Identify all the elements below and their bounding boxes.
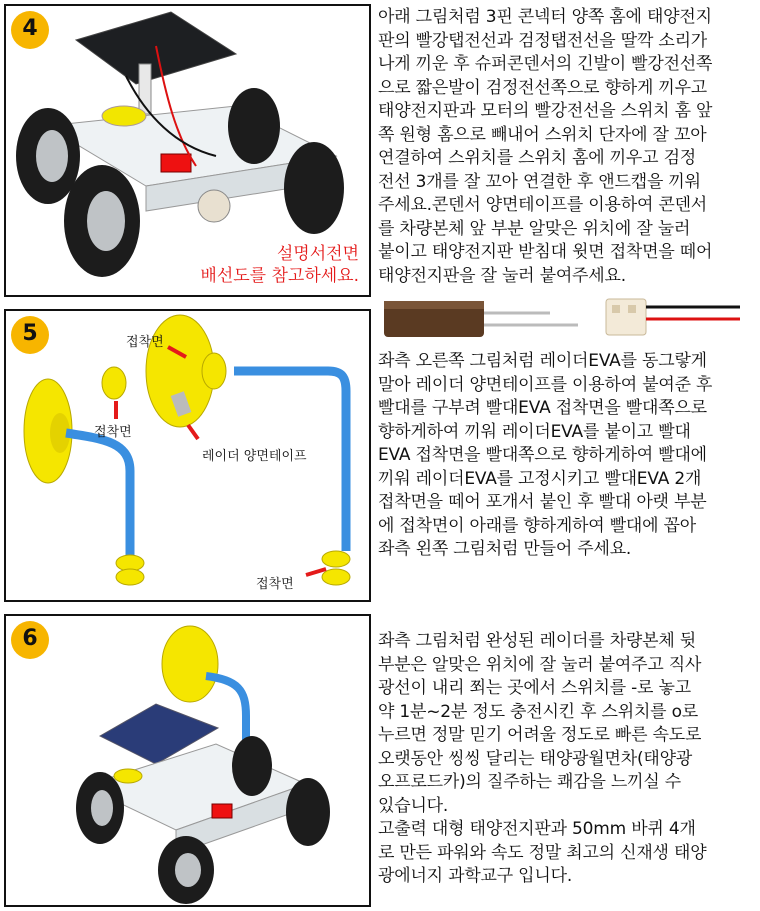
label-adhesive-left: 접착면 [94,425,132,440]
parts-illustration [378,293,758,345]
step-number: 4 [22,16,38,41]
straw-eva-ring [102,367,126,399]
step-5-text: 좌측 오른쪽 그림처럼 레이더EVA를 동그랗게 말아 레이더 양면테이프를 이용하여 붙여준 후 빨대를 구부려 빨대EVA 접착면을 빨대쪽으로 향하게하여 끼워 레이더EVA를 붙이고 빨대 EVA 접착면을 빨대쪽으로 향하게하여 빨대에 끼워 레이더EVA를 고정시키고 빨대EVA 2개 접착면을 떼어 포개서 붙인 후 빨대 아랫 부분 에 접착면이 아래를 향하게하여 빨대에 꼽아 좌측 왼쪽 그림처럼 만들어 주세요. [378,351,713,559]
wheel-rear-left [64,165,140,277]
step-6-panel [4,614,371,907]
label-adhesive-top: 접착면 [126,335,164,350]
wheel-front-right [232,736,272,796]
wheel-rear-left [158,836,214,904]
step-5-illustration [6,311,369,600]
step-number: 6 [22,626,38,651]
label-radar-tape: 레이더 양면테이프 [202,449,307,464]
step-4-badge [10,10,50,50]
step-4-panel [4,4,371,297]
super-capacitor [384,301,578,337]
step-5-badge [10,315,50,355]
label-adhesive-bottom: 접착면 [256,577,294,592]
step-6-illustration [6,616,369,905]
step-4-text: 아래 그림처럼 3핀 콘넥터 양쪽 홈에 태양전지 판의 빨강탭전선과 검정탭전선을 딸깍 소리가 나게 끼운 후 슈퍼콘덴서의 긴발이 빨강전선쪽 으로 짧은발이 검정전선쪽으로 향하게 끼우고 태양전지판과 모터의 빨강전선을 스위치 홈 앞 쪽 원형 홈으로 빼내어 스위치 단자에 잘 꼬아 연결하여 스위치를 스위치 홈에 끼우고 검정 전선 3개를 잘 꼬아 연결한 후 앤드캡을 끼워 주세요.콘덴서 양면테이프를 이용하여 콘덴서 를 차량본체 앞 부분 알맞은 위치에 잘 눌러 붙이고 태양전지판 받침대 윗면 접착면을 떼어 태양전지판을 잘 눌러 붙여주세요. [378,7,713,286]
wiring-note: 설명서전면 배선도를 참고하세요. [200,244,359,286]
wheel-rear-right [284,142,344,234]
wheel-rear-right [286,778,330,846]
wheel-front-right [228,88,280,164]
step-6-badge [10,620,50,660]
wheel-front-left [76,772,124,844]
arrow-icon [188,425,198,439]
assembled-radar [24,379,144,585]
wheel-front-left [16,108,80,204]
step-number: 5 [22,321,38,346]
radar-eva-ring [202,353,226,389]
step-6-text: 좌측 그림처럼 완성된 레이더를 차량본체 뒷 부분은 알맞은 위치에 잘 눌러 붙여주고 직사 광선이 내리 쬐는 곳에서 스위치를 -로 놓고 약 1분~2분 정도 충전시킨 후 스위치를 o로 누르면 정말 믿기 어려울 정도로 빠른 속도로 오랫동안 씽씽 달리는 태양광월면차(태양광 오프로드카)의 질주하는 쾌감을 느끼실 수 있습니다. 고출력 대형 태양전지판과 50mm 바퀴 4개 로 만든 파워와 속도 정말 최고의 신재생 태양 광에너지 과학교구 입니다. [378,631,707,886]
step-5-panel [4,309,371,602]
three-pin-connector [606,299,740,335]
